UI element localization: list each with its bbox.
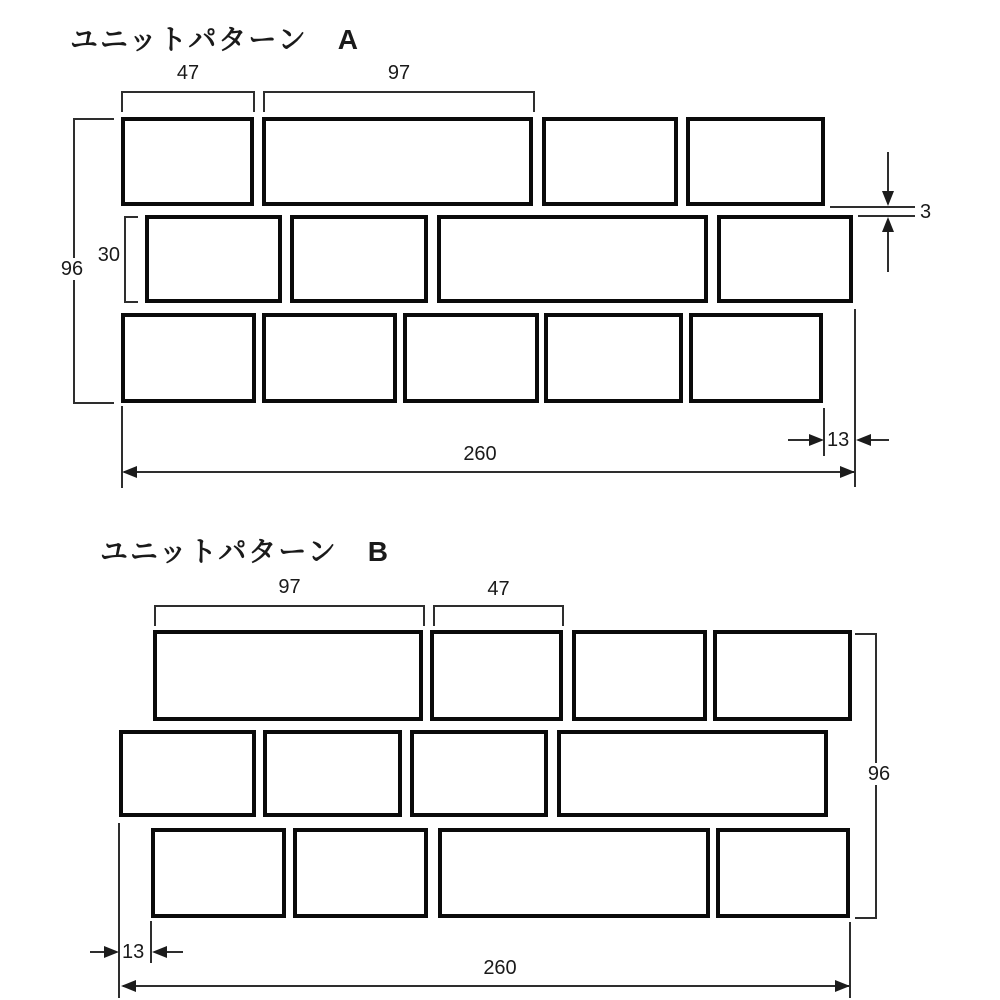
brick bbox=[151, 828, 286, 918]
brick bbox=[716, 828, 850, 918]
pattern-b-dim-97-bracket bbox=[154, 605, 425, 626]
pattern-a-right-extline bbox=[854, 309, 856, 487]
pattern-b-dim-47-label: 47 bbox=[487, 578, 510, 600]
brick bbox=[572, 630, 707, 721]
arrow-right-icon bbox=[835, 980, 850, 992]
pattern-a-title: ユニットパターン A bbox=[70, 24, 360, 55]
brick bbox=[262, 313, 397, 403]
pattern-a-joint-arrowline-upper bbox=[887, 152, 889, 194]
brick bbox=[121, 313, 256, 403]
brick bbox=[290, 215, 428, 303]
pattern-b-offset-label: 13 bbox=[122, 941, 145, 963]
pattern-a-dim-97-label: 97 bbox=[387, 62, 411, 84]
pattern-a-joint-refline-top bbox=[830, 206, 915, 208]
brick bbox=[713, 630, 852, 721]
pattern-b-left-extline bbox=[118, 823, 120, 998]
pattern-a-joint-label: 3 bbox=[920, 201, 932, 223]
pattern-a-joint-arrowline-lower bbox=[887, 228, 889, 272]
pattern-a-96-label: 96 bbox=[52, 258, 92, 280]
pattern-a-offset-label: 13 bbox=[827, 429, 850, 451]
pattern-b-96-label: 96 bbox=[859, 763, 899, 785]
pattern-b-dim-97-label: 97 bbox=[278, 576, 301, 598]
brick bbox=[119, 730, 256, 817]
brick bbox=[293, 828, 428, 918]
pattern-b-260-dimline bbox=[123, 985, 849, 987]
brick bbox=[121, 117, 254, 206]
brick bbox=[410, 730, 548, 817]
brick bbox=[557, 730, 828, 817]
brick bbox=[544, 313, 683, 403]
arrow-left-icon bbox=[122, 466, 137, 478]
pattern-a-30-label: 30 bbox=[97, 244, 120, 266]
arrow-down-icon bbox=[882, 191, 894, 206]
pattern-b-dim-47-bracket bbox=[433, 605, 564, 626]
arrow-up-icon bbox=[882, 217, 894, 232]
pattern-a-30-bracket bbox=[124, 216, 138, 303]
arrow-left-icon bbox=[856, 434, 871, 446]
brick bbox=[542, 117, 678, 206]
pattern-a-offset-extline-left bbox=[823, 408, 825, 456]
pattern-a-dim-47-bracket bbox=[121, 91, 255, 112]
arrow-right-icon bbox=[840, 466, 855, 478]
brick bbox=[689, 313, 823, 403]
brick bbox=[686, 117, 825, 206]
pattern-a-260-label: 260 bbox=[463, 443, 497, 465]
brick bbox=[263, 730, 402, 817]
brick bbox=[430, 630, 563, 721]
arrow-left-icon bbox=[152, 946, 167, 958]
arrow-right-icon bbox=[809, 434, 824, 446]
brick bbox=[437, 215, 708, 303]
brick bbox=[262, 117, 533, 206]
brick bbox=[717, 215, 853, 303]
pattern-a-260-dimline bbox=[124, 471, 854, 473]
brick bbox=[153, 630, 423, 721]
arrow-left-icon bbox=[121, 980, 136, 992]
brick bbox=[438, 828, 710, 918]
pattern-b-title: ユニットパターン B bbox=[100, 536, 390, 567]
pattern-b-260-label: 260 bbox=[483, 957, 517, 979]
pattern-a-dim-47-label: 47 bbox=[176, 62, 200, 84]
arrow-right-icon bbox=[104, 946, 119, 958]
brick bbox=[145, 215, 282, 303]
pattern-a-dim-97-bracket bbox=[263, 91, 535, 112]
brick bbox=[403, 313, 539, 403]
